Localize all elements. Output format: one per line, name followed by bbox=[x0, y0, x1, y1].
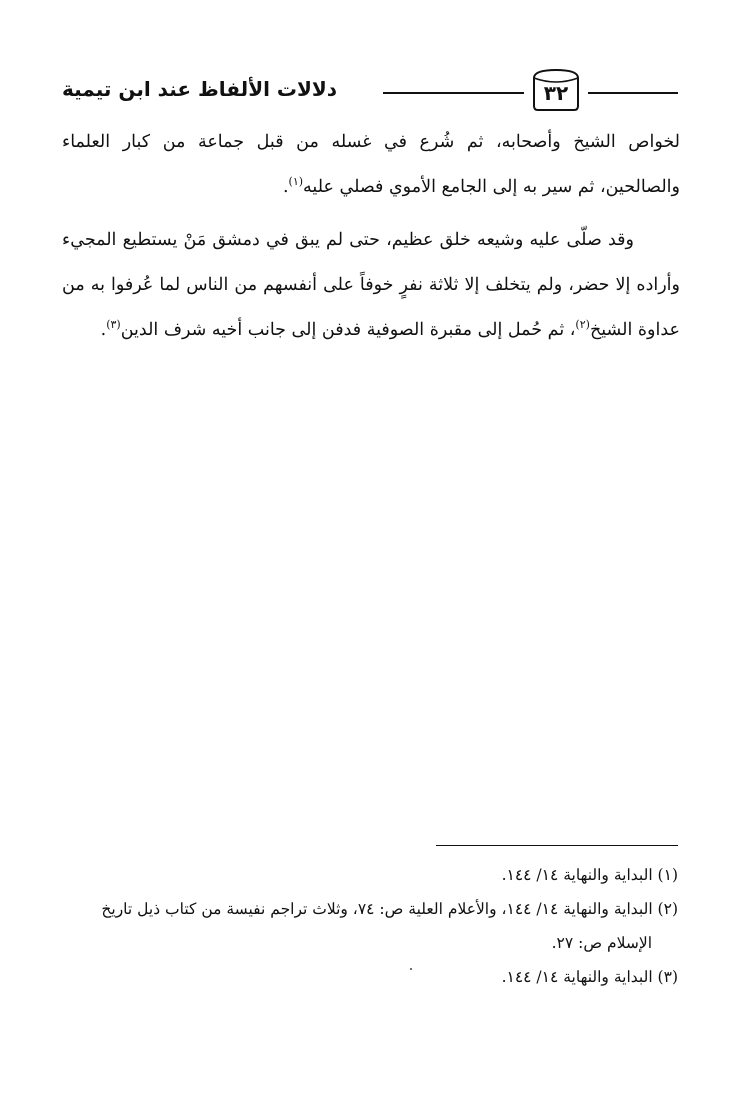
print-speck bbox=[410, 968, 412, 970]
main-text bbox=[62, 120, 680, 353]
footnote-3: (٣) البداية والنهاية ١٤/ ١٤٤. bbox=[501, 968, 678, 986]
paragraph-1 bbox=[62, 120, 680, 210]
paragraph-2-text-b: ، ثم حُمل إلى مقبرة الصوفية فدفن إلى جانب أخيه شرف الدين bbox=[120, 320, 576, 340]
paragraph-2-text-a: وقد صلّى عليه وشيعه خلق عظيم، حتى لم يبق في دمشق مَنْ يستطيع المجيء وأراده إلا حضر، ولم يتخلف إلا ثلاثة نفرٍ خوفاً على أنفسهم من الناس لما عُرفوا به من عداوة الشيخ bbox=[62, 230, 680, 340]
header-rule-right bbox=[588, 92, 678, 94]
page-number-frame bbox=[530, 66, 582, 112]
footnote-2: (٢) البداية والنهاية ١٤/ ١٤٤، والأعلام العلية ص: ٧٤، وثلاث تراجم نفيسة من كتاب ذيل تاريخ bbox=[101, 900, 678, 918]
paragraph-2-end: . bbox=[100, 320, 107, 340]
footnote-1: (١) البداية والنهاية ١٤/ ١٤٤. bbox=[501, 866, 678, 884]
footnotes bbox=[60, 858, 678, 994]
page-number: ٣٢ bbox=[543, 81, 569, 105]
paragraph-1-text: لخواص الشيخ وأصحابه، ثم شُرع في غسله من قبل جماعة من كبار العلماء والصالحين، ثم سير به إلى الجامع الأموي فصلي عليه bbox=[62, 132, 680, 197]
book-title: دلالات الألفاظ عند ابن تيمية bbox=[62, 77, 338, 101]
footnote-ref-1[interactable]: (١) bbox=[288, 175, 304, 189]
paragraph-2 bbox=[62, 218, 680, 353]
paragraph-1-end: . bbox=[282, 177, 289, 197]
header-rule-middle bbox=[383, 92, 524, 94]
footnote-ref-3[interactable]: (٣) bbox=[106, 318, 121, 332]
footnote-ref-2[interactable]: (٢) bbox=[575, 318, 590, 332]
footnote-separator bbox=[436, 845, 678, 846]
footnote-2-continued: الإسلام ص: ٢٧. bbox=[551, 934, 652, 952]
page-header bbox=[62, 58, 678, 124]
